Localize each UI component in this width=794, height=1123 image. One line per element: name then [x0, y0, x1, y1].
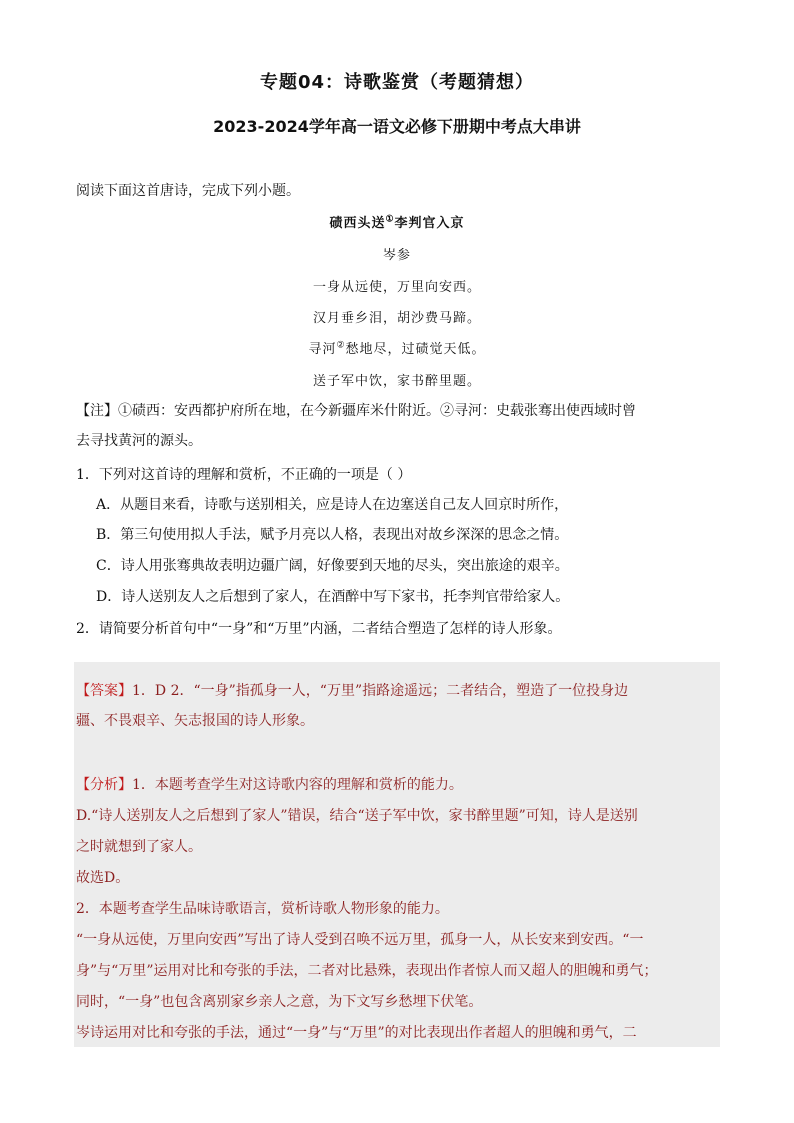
question-2: 2．请简要分析首句中“一身”和“万里”内涵，二者结合塑造了怎样的诗人形象。 — [76, 621, 562, 637]
poem-title — [0, 212, 794, 231]
option-b: B．第三句使用拟人手法，赋予月亮以人格，表现出对故乡深深的思念之情。 — [96, 527, 569, 543]
poem-author: 岑参 — [382, 248, 411, 263]
analysis-line: D.“诗人送别友人之后想到了家人”错误，结合“送子军中饮，家书醉里题”可知，诗人是送别 — [76, 808, 638, 824]
notes-line: 【注】①碛西：安西都护府所在地，在今新疆库米什附近。②寻河：史载张骞出使西域时曾 — [76, 403, 636, 419]
analysis-line: “一身从远使，万里向安西”写出了诗人受到召唤不远万里，孤身一人，从长安来到安西。“一 — [76, 932, 644, 948]
analysis-line: 同时，“一身”也包含离别家乡亲人之意，为下文写乡愁埋下伏笔。 — [76, 994, 483, 1010]
poem-line — [0, 338, 794, 357]
analysis-line: 身”与“万里”运用对比和夸张的手法，二者对比悬殊，表现出作者惊人而又超人的胆魄和勇气； — [76, 963, 658, 979]
answer-label: 【答案】 — [76, 683, 132, 699]
option-d: D．诗人送别友人之后想到了家人，在酒醉中写下家书，托李判官带给家人。 — [96, 589, 570, 605]
poem-line: 汉月垂乡泪，胡沙费马蹄。 — [312, 311, 481, 326]
poem-line-part: 愁地尽，过碛觉天低。 — [345, 342, 486, 357]
analysis-line: 故选D。 — [76, 870, 130, 886]
option-c: C．诗人用张骞典故表明边疆广阔，好像要到天地的尽头，突出旅途的艰辛。 — [96, 558, 569, 574]
analysis-line: 之时就想到了家人。 — [76, 839, 202, 855]
footnote-marker: ① — [385, 214, 395, 225]
notes-line: 去寻找黄河的源头。 — [76, 433, 202, 449]
answer-line — [76, 680, 628, 700]
option-a: A．从题目来看，诗歌与送别相关，应是诗人在边塞送自己友人回京时所作， — [96, 497, 569, 513]
poem-line: 送子军中饮，家书醉里题。 — [312, 374, 481, 389]
analysis-line: 2．本题考查学生品味诗歌语言，赏析诗歌人物形象的能力。 — [76, 901, 449, 917]
footnote-marker: ② — [336, 340, 346, 351]
page-subtitle: 2023-2024学年高一语文必修下册期中考点大串讲 — [213, 117, 581, 136]
analysis-label: 【分析】 — [76, 777, 132, 793]
analysis-text: 1．本题考查学生对这诗歌内容的理解和赏析的能力。 — [132, 777, 463, 793]
analysis-line — [76, 774, 463, 794]
analysis-line: 岑诗运用对比和夸张的手法，通过“一身”与“万里”的对比表现出作者超人的胆魄和勇气，二 — [76, 1025, 637, 1041]
poem-line: 一身从远使，万里向安西。 — [312, 280, 481, 295]
poem-title-part: 碛西头送 — [329, 216, 386, 231]
page-title: 专题04：诗歌鉴赏（考题猜想） — [259, 72, 535, 93]
question-1: 1．下列对这首诗的理解和赏析，不正确的一项是（ ） — [76, 467, 412, 483]
answer-line: 疆、不畏艰辛、矢志报国的诗人形象。 — [76, 713, 314, 729]
poem-title-part: 李判官入京 — [394, 216, 465, 231]
poem-line-part: 寻河 — [308, 342, 337, 357]
answer-text: 1．D 2．“一身”指孤身一人，“万里”指路途遥远；二者结合，塑造了一位投身边 — [132, 683, 629, 699]
intro-text: 阅读下面这首唐诗，完成下列小题。 — [76, 183, 300, 199]
